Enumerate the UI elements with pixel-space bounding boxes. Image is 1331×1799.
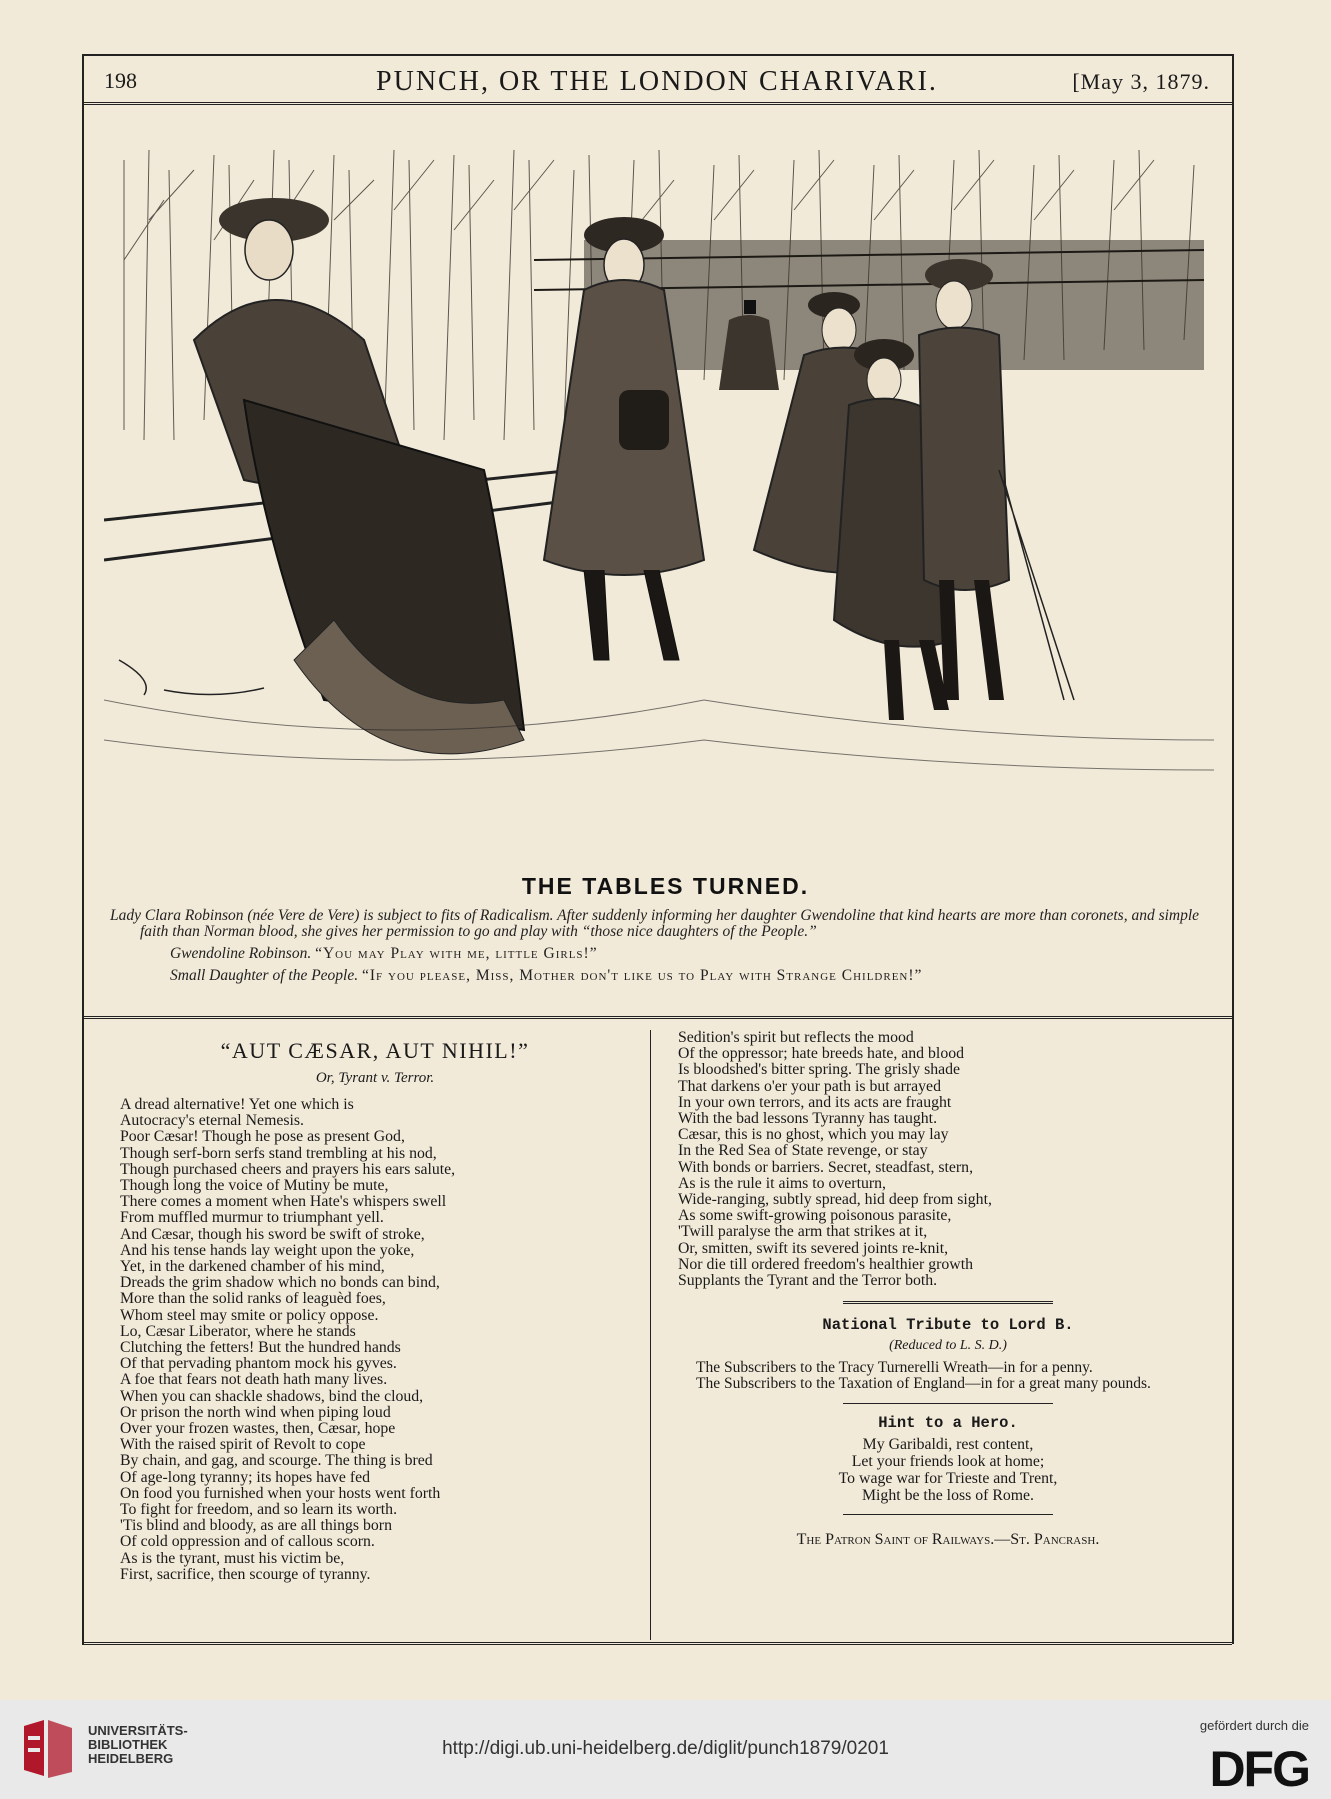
poem-line: By chain, and gag, and scourge. The thing is bred <box>120 1452 433 1470</box>
poem-line: Poor Cæsar! Though he pose as present God, <box>120 1128 405 1146</box>
poem-line: That darkens o'er your path is but arrayed <box>678 1077 941 1095</box>
poem-title: “AUT CÆSAR, AUT NIHIL!” <box>220 1038 530 1063</box>
page-number: 198 <box>104 68 137 93</box>
cartoon-title: THE TABLES TURNED. <box>521 873 810 899</box>
short-rule <box>843 1514 1053 1515</box>
left-column <box>120 1038 630 1583</box>
poem-line: When you can shackle shadows, bind the cloud, <box>120 1387 424 1405</box>
poem-line: With the bad lessons Tyranny has taught. <box>678 1110 938 1128</box>
tribute-paragraph-2: The Subscribers to the Taxation of England—in for a great many pounds. <box>696 1375 1151 1393</box>
caption-dialogue-2 <box>100 968 1220 984</box>
institution-line: UNIVERSITÄTS- <box>88 1723 188 1738</box>
poem-line: There comes a moment when Hate's whispers swell <box>120 1193 447 1211</box>
poem-line: Whom steel may smite or policy oppose. <box>120 1306 379 1324</box>
poem-line: 'Tis blind and bloody, as are all things born <box>120 1517 392 1535</box>
poem-line: Though serf-born serfs stand trembling at his nod, <box>120 1144 437 1162</box>
poem-line: Sedition's spirit but reflects the mood <box>678 1029 914 1046</box>
journal-title: PUNCH, OR THE LONDON CHARIVARI. <box>376 66 938 97</box>
poem-line: To fight for freedom, and so learn its worth. <box>120 1501 398 1519</box>
poem-line: Or, smitten, swift its severed joints re-knit, <box>678 1239 949 1257</box>
poem-line: Is bloodshed's bitter spring. The grisly shade <box>678 1061 961 1079</box>
poem-line: As is the rule it aims to overturn, <box>678 1174 886 1192</box>
poem-line: And Cæsar, though his sword be swift of stroke, <box>120 1225 425 1243</box>
poem-line: With bonds or barriers. Secret, steadfast, stern, <box>678 1158 974 1176</box>
poem-line: In your own terrors, and its acts are fraught <box>678 1093 952 1111</box>
poem-left-lines <box>120 1097 630 1583</box>
poem-line: And his tense hands lay weight upon the yoke, <box>120 1241 415 1259</box>
poem-line: First, sacrifice, then scourge of tyranny. <box>120 1565 371 1583</box>
poem-subtitle: Or, Tyrant v. Terror. <box>315 1070 435 1086</box>
institution-line: HEIDELBERG <box>88 1751 174 1766</box>
poem-line: A foe that fears not death hath many lives. <box>120 1371 388 1389</box>
poem-line: Yet, in the darkened chamber of his mind, <box>120 1258 385 1276</box>
poem-line: Of that pervading phantom mock his gyves. <box>120 1355 397 1373</box>
permalink-url[interactable]: http://digi.ub.uni-heidelberg.de/diglit/punch1879/0201 <box>442 1738 889 1759</box>
poem-line: Or prison the north wind when piping loud <box>120 1403 391 1421</box>
hint-line: Let your friends look at home; <box>851 1452 1045 1470</box>
page-header <box>82 56 1232 105</box>
poem-line: On food you furnished when your hosts went forth <box>120 1484 441 1502</box>
cartoon-caption <box>100 908 1220 984</box>
double-rule <box>843 1301 1053 1304</box>
issue-date: [May 3, 1879. <box>1072 69 1210 94</box>
right-column <box>678 1030 1218 1549</box>
poem-line: A dread alternative! Yet one which is <box>120 1096 354 1113</box>
speaker-small-daughter: Small Daughter of the People. <box>170 967 359 984</box>
frame-rule-left <box>82 54 84 1644</box>
poem-line: Lo, Cæsar Liberator, where he stands <box>120 1322 356 1340</box>
bottom-rule <box>82 1642 1232 1645</box>
caption-dialogue-1 <box>100 946 1220 962</box>
poem-right-lines <box>678 1030 1218 1289</box>
poem-line: Wide-ranging, subtly spread, hid deep from sight, <box>678 1191 992 1209</box>
poem-line: From muffled murmur to triumphant yell. <box>120 1209 384 1227</box>
poem-line: Supplants the Tyrant and the Terror both. <box>678 1272 938 1290</box>
poem-line: Cæsar, this is no ghost, which you may lay <box>678 1126 949 1144</box>
hint-line: To wage war for Trieste and Trent, <box>838 1469 1058 1487</box>
frame-rule-right <box>1232 54 1234 1644</box>
hint-line: My Garibaldi, rest content, <box>862 1435 1034 1453</box>
hint-line: Might be the loss of Rome. <box>862 1486 1034 1504</box>
poem-line: Though long the voice of Mutiny be mute, <box>120 1177 389 1195</box>
poem-line: As is the tyrant, must his victim be, <box>120 1549 345 1567</box>
closing-jest: The Patron Saint of Railways.—St. Pancrash. <box>796 1530 1100 1548</box>
poem-line: Clutching the fetters! But the hundred hands <box>120 1339 401 1357</box>
poem-line: Nor die till ordered freedom's healthier growth <box>678 1255 973 1273</box>
tribute-paragraph-1: The Subscribers to the Tracy Turnerelli Wreath—in for a penny. <box>696 1359 1093 1377</box>
institution-line: BIBLIOTHEK <box>88 1737 168 1752</box>
poem-line: More than the solid ranks of leaguèd foes, <box>120 1290 386 1308</box>
cartoon-illustration <box>104 140 1214 860</box>
section-divider <box>82 1016 1232 1019</box>
poem-line: In the Red Sea of State revenge, or stay <box>678 1142 928 1160</box>
digitization-footer <box>0 1700 1331 1799</box>
poem-line: As some swift-growing poisonous parasite, <box>678 1207 952 1225</box>
poem-line: Of cold oppression and of callous scorn. <box>120 1533 375 1551</box>
poem-line: Autocracy's eternal Nemesis. <box>120 1112 305 1130</box>
tribute-title: National Tribute to Lord B. <box>822 1316 1074 1335</box>
caption-intro: Lady Clara Robinson (née Vere de Vere) is subject to fits of Radicalism. After suddenly informing her daughter Gwendoline that kind hearts are more than coronets, and simple faith than Norman blood, she gives her permission to go and play with “those nice daughters of the People.” <box>110 907 1200 940</box>
dialogue-gwendoline: “You may Play with me, little Girls!” <box>315 945 598 962</box>
poem-line: 'Twill paralyse the arm that strikes at it, <box>678 1223 928 1241</box>
poem-line: With the raised spirit of Revolt to cope <box>120 1436 366 1454</box>
engraving-image <box>104 140 1214 860</box>
sponsor-text: gefördert durch die <box>1199 1718 1309 1733</box>
tribute-subtitle: (Reduced to L. S. D.) <box>889 1338 1007 1354</box>
column-divider <box>650 1030 651 1640</box>
dialogue-small-daughter: “If you please, Miss, Mother don't like us to Play with Strange Children!” <box>362 967 923 984</box>
speaker-gwendoline: Gwendoline Robinson. <box>170 945 312 962</box>
short-rule <box>843 1403 1053 1404</box>
poem-line: Dreads the grim shadow which no bonds can bind, <box>120 1274 440 1292</box>
poem-line: Of age-long tyranny; its hopes have fed <box>120 1468 371 1486</box>
hint-title: Hint to a Hero. <box>878 1413 1018 1432</box>
poem-line: Over your frozen wastes, then, Cæsar, hope <box>120 1420 396 1438</box>
poem-line: Though purchased cheers and prayers his ears salute, <box>120 1160 456 1178</box>
poem-line: Of the oppressor; hate breeds hate, and blood <box>678 1045 965 1063</box>
dfg-logo: DFG <box>1209 1741 1309 1797</box>
